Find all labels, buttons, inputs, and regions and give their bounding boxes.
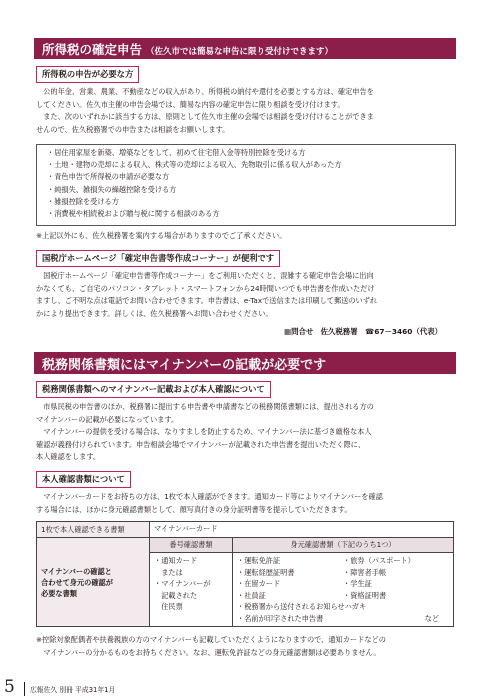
paragraph-nta-website: 国税庁ホームページ「確定申告書等作成コーナー」をご利用いただくと、混雑する確定申告会場に出向 かなくても、ご自宅のパソコン・タブレット・スマートフォンから24時間いつでも申告書を作成いただけ ますし、ご不明な点は電話でお問い合わせできます。申告書は、e-Taxで送信または印刷して郵送のいずれ かにより提出できます。詳しくは、佐久税務署へお問い合わせください。 (36, 271, 378, 318)
paragraph-my-number: 市県民税の申告書のほか、税務署に提出する申告書や申請書などの税務関係書類には、提出される方の マイナンバーの記載が必要になっています。 マイナンバーの提供を受ける場合は、なりすましを防止するため、マイナンバー法に基づき厳格な本人 確認が義務付けられています。申告相談会場でマイナンバーが記載された申告書を提出いただく際に、 本人確認をします。 (36, 402, 374, 462)
section-title: 所得税の確定申告 （佐久市では簡易な申告に限り受付けできます） (42, 42, 334, 57)
tax-office-cases-box (36, 144, 456, 226)
list-item: ・土地・建物の売却による収入、株式等の売却による収入、先物取引に係る収入があった方 (47, 160, 342, 170)
identity-documents-table (36, 521, 454, 627)
publication-name: 広報佐久 別冊 平成31年1月 (30, 686, 116, 694)
contact-info: ▦問合せ 佐久税務署 ☎67－3460（代表） (284, 327, 442, 336)
list-item: ・居住用家屋を新築、増築などをして、初めて住宅借入金等特別控除を受ける方 (47, 148, 306, 157)
table-cell-number-docs: ・通知カード または ・マイナンバーが 記載された 住民票 (150, 553, 233, 627)
section-title: 税務関係書類にはマイナンバーの記載が必要です (42, 358, 327, 373)
subheading-filing-required: 所得税の申告が必要な方 (36, 66, 139, 83)
list-item: ・消費税や相続税および贈与税に関する相談のある方 (47, 209, 220, 219)
section-banner-my-number (34, 352, 456, 374)
list-item: ・純損失、雑損失の繰越控除を受ける方 (47, 184, 177, 194)
table-cell: 1枚で本人確認できる書類 (37, 522, 150, 538)
page-number: 5 (4, 677, 15, 697)
section-banner-income-tax (34, 38, 456, 59)
cases-note: ※上記以外にも、佐久税務署を案内する場合がありますのでご了承ください。 (36, 231, 287, 240)
list-item: ・青色申告で所得税の申請が必要な方 (47, 172, 170, 182)
paragraph-identity-documents: マイナンバーカードをお持ちの方は、1枚で本人確認ができます。通知カード等によりマイナンバーを確認 する場合には、ほかに身元確認書類として、顔写真付きの身分証明書等を提示していただきます。 (36, 492, 383, 514)
footer-divider (24, 682, 25, 696)
table-cell: マイナンバーカード (150, 522, 454, 538)
subheading-identity-documents: 本人確認書類について (36, 471, 131, 488)
subheading-nta-website: 国税庁ホームページ「確定申告書等作成コーナー」が便利です (36, 250, 280, 267)
my-number-note: ※控除対象配偶者や扶養親族の方のマイナンバーも記載していただくようになりますので、通知カードなどの マイナンバーの分かるものをお持ちください。なお、運転免許証などの身元確認書類は必要ありません。 (36, 635, 386, 657)
paragraph-filing-required: 公的年金、営業、農業、不動産などの収入があり、所得税の納付や還付を必要とする方は、確定申告を してください。佐久市主催の申告会場では、簡易な内容の確定申告に限り相談を受け付けます。 また、次のいずれかに該当する方は、原則として佐久市主催の会場では相談を受け付けることができま せんので、佐久税務署での申告または相談をお願いします。 (36, 87, 374, 134)
table-header: 身元確認書類（下記のうち1つ） (233, 538, 454, 553)
subheading-my-number-identity: 税務関係書類へのマイナンバー記載および本人確認について (36, 381, 271, 398)
page-footer (0, 675, 494, 700)
table-cell-label: マイナンバーの確認と 合わせて身元の確認が 必要な書類 (37, 538, 150, 627)
table-cell-id-docs: ・運転免許証 ・運転経歴証明書 ・在留カード ・社員証 ・旅券（パスポート） ・障害者手帳 ・学生証 ・資格証明書 ・税務署から送付されるお知らせハガキ ・名前が印字された申告書 など (233, 553, 454, 627)
table-header: 番号確認書類 (150, 538, 233, 553)
list-item: ・雑損控除を受ける方 (47, 196, 119, 206)
